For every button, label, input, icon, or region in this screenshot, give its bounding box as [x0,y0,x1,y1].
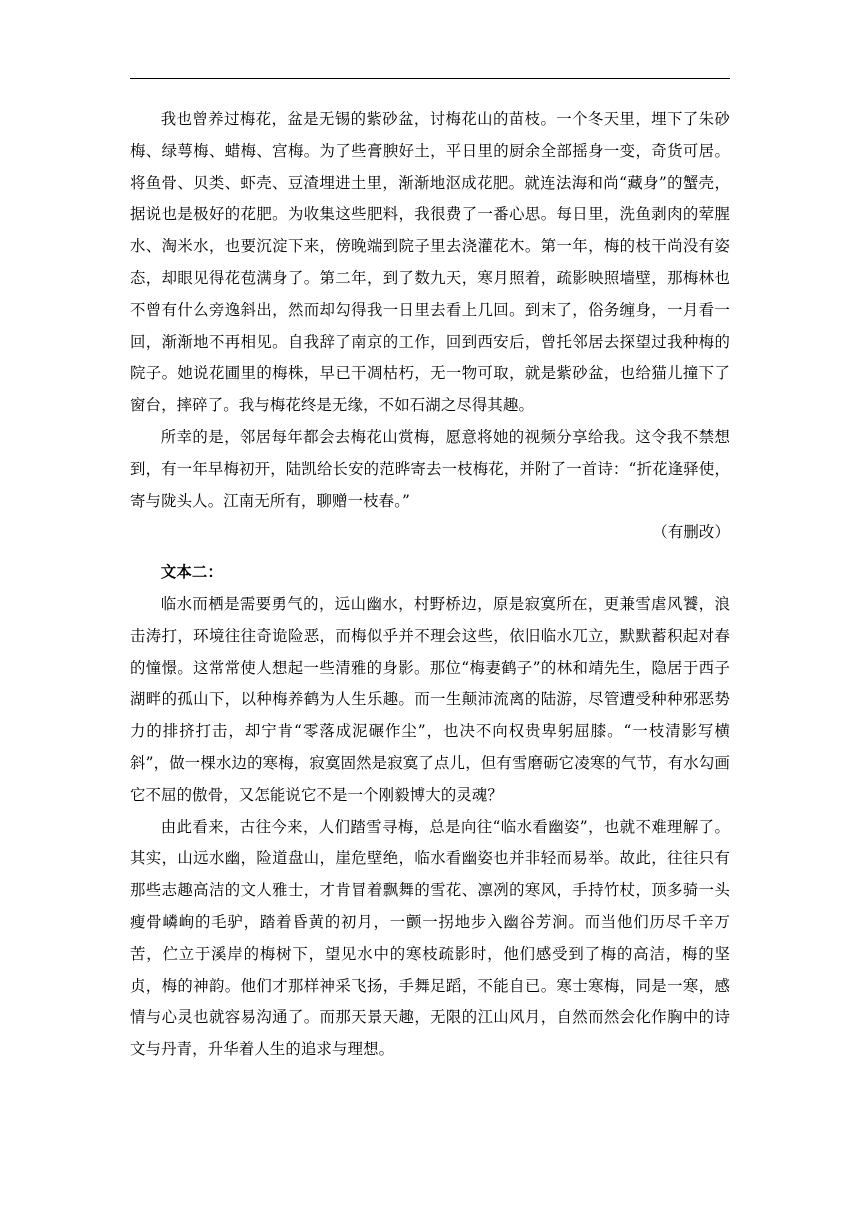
text2-heading: 文本二： [160,563,223,582]
text1-paragraph-2: 所幸的是，邻居每年都会去梅花山赏梅，愿意将她的视频分享给我。这令我不禁想到，有一年早梅初开，陆凯给长安的范晔寄去一枝梅花，并附了一首诗：“折花逢驿使，寄与陇头人。江南无所有，聊赠一枝春。” [130,427,730,510]
header-rule [130,78,730,79]
text2-paragraph-2: 由此看来，古往今来，人们踏雪寻梅，总是向往“临水看幽姿”，也就不难理解了。其实，山远水幽，险道盘山，崖危壁绝，临水看幽姿也并非轻而易举。故此，往往只有那些志趣高洁的文人雅士，才肯冒着飘舞的雪花、凛冽的寒风，手持竹杖，顶多骑一头瘦骨嶙峋的毛驴，踏着昏黄的初月，一颤一拐地步入幽谷芳涧。而当他们历尽千辛万苦，伫立于溪岸的梅树下，望见水中的寒枝疏影时，他们感受到了梅的高洁，梅的坚贞，梅的神韵。他们才那样神采飞扬，手舞足蹈，不能自已。寒士寒梅，同是一寒，感情与心灵也就容易沟通了。而那天景天趣，无限的江山风月，自然而然会化作胸中的诗文与丹青，升华着人生的追求与理想。 [130,817,730,1059]
text2-paragraph-1: 临水而栖是需要勇气的，远山幽水，村野桥边，原是寂寞所在，更兼雪虐风饕，浪击涛打，环境往往奇诡险恶，而梅似乎并不理会这些，依旧临水兀立，默默蓄积起对春的憧憬。这常常使人想起一些清雅的身影。那位“梅妻鹤子”的林和靖先生，隐居于西子湖畔的孤山下，以种梅养鹤为人生乐趣。而一生颠沛流离的陆游，尽管遭受种种邪恶势力的排挤打击，却宁肯“零落成泥碾作尘”，也决不向权贵卑躬屈膝。“一枝清影写横斜”，做一棵水边的寒梅，寂寞固然是寂寞了点儿，但有雪磨砺它凌寒的气节，有水勾画它不屈的傲骨，又怎能说它不是一个刚毅博大的灵魂？ [130,594,730,804]
source-note: （有删改） [652,523,730,542]
text1-paragraph-1: 我也曾养过梅花，盆是无锡的紫砂盆，讨梅花山的苗枝。一个冬天里，埋下了朱砂梅、绿萼梅、蜡梅、宫梅。为了些膏腴好土，平日里的厨余全部摇身一变，奇货可居。将鱼骨、贝类、虾壳、豆渣埋进土里，渐渐地沤成花肥。就连法海和尚“藏身”的蟹壳，据说也是极好的花肥。为收集这些肥料，我很费了一番心思。每日里，洗鱼剥肉的荤腥水、淘米水，也要沉淀下来，傍晚端到院子里去浇灌花木。第一年，梅的枝干尚没有姿态，却眼见得花苞满身了。第二年，到了数九天，寒月照着，疏影映照墙壁，那梅林也不曾有什么旁逸斜出，然而却勾得我一日里去看上几回。到末了，俗务缠身，一月看一回，渐渐地不再相见。自我辞了南京的工作，回到西安后，曾托邻居去探望过我种梅的院子。她说花圃里的梅株，早已干凋枯朽，无一物可取，就是紫砂盆，也给猫儿撞下了窗台，摔碎了。我与梅花终是无缘，不如石湖之尽得其趣。 [130,110,730,415]
document-body [130,104,730,1066]
